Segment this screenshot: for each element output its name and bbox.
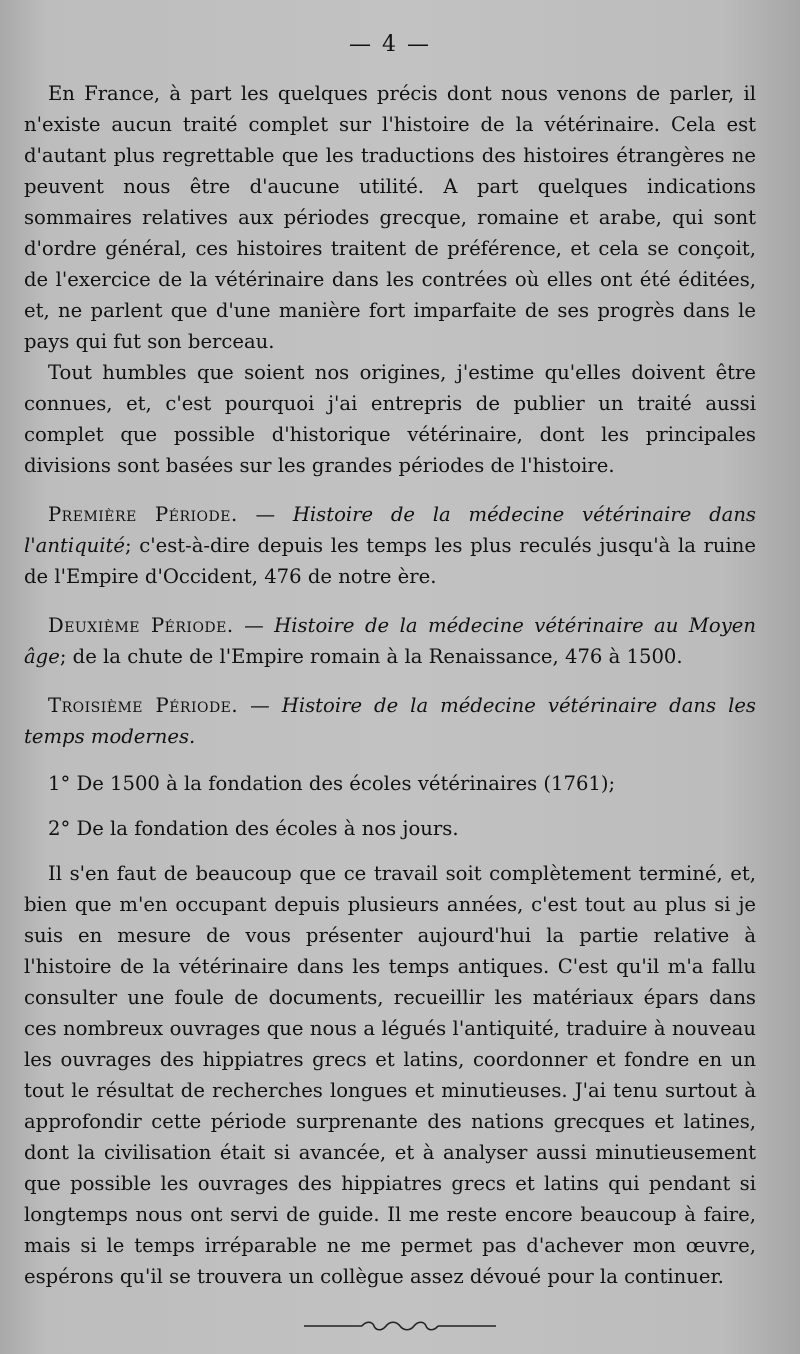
paragraph-conclusion: Il s'en faut de beaucoup que ce travail soit complètement terminé, et, bien que m'en occupant depuis plusieurs années, c'est tout au plus si je suis en mesure de vous présenter aujourd'hui la partie relative à l'histoire de la vétérinaire dans les temps antiques. C'est qu'il m'a fallu consulter une foule de documents, recueillir les matériaux épars dans ces nombreux ouvrages que nous a légués l'antiquité, traduire à nouveau les ouvrages des hippiatres grecs et latins, coordonner et fondre en un tout le résultat de recherches longues et minutieuses. J'ai tenu surtout à approfondir cette période surprenante des nations grecques et latines, dont la civilisation était si avancée, et à analyser aussi minutieusement que possible les ouvrages des hippiatres grecs et latins qui pendant si longtemps nous ont servi de guide. Il me reste encore beaucoup à faire, mais si le temps irréparable ne me permet pas d'achever mon œuvre, espérons qu'il se trouvera un collègue assez dévoué pour la continuer. [24,862,756,1288]
ornament-divider [0,1318,800,1337]
period-second [24,610,756,672]
period-first-rest: ; c'est-à-dire depuis les temps les plus reculés jusqu'à la ruine de l'Empire d'Occident, 476 de notre ère. [24,534,756,588]
period-third-dash: — [238,694,282,717]
period-second-dash: — [233,614,275,637]
period-second-title: Histoire de la médecine vétérinaire au Moyen âge [24,614,756,668]
subperiod-two: 2° De la fondation des écoles à nos jours. [48,817,459,840]
period-first-title: Histoire de la médecine vétérinaire dans l'antiquité [24,503,756,557]
period-first-label: Première Période. [48,503,238,526]
period-first [24,499,756,592]
period-third-label: Troisième Période. [48,694,239,717]
period-second-label: Deuxième Période. [48,614,234,637]
paragraph-intro: En France, à part les quelques précis dont nous venons de parler, il n'existe aucun traité complet sur l'histoire de la vétérinaire. Cela est d'autant plus regrettable que les traductions des histoires étrangères ne peuvent nous être d'aucune utilité. A part quelques indications sommaires relatives aux périodes grecque, romaine et arabe, qui sont d'ordre général, ces histoires traitent de préférence, et cela se conçoit, de l'exercice de la vétérinaire dans les contrées où elles ont été éditées, et, ne parlent que d'une manière fort imparfaite de ses progrès dans le pays qui fut son berceau. [24,82,756,353]
period-second-rest: ; de la chute de l'Empire romain à la Renaissance, 476 à 1500. [59,645,683,668]
period-third [24,690,756,752]
page-number: — 4 — [349,32,431,57]
period-third-title: Histoire de la médecine vétérinaire dans les temps modernes. [24,694,756,748]
subperiod-one: 1° De 1500 à la fondation des écoles vétérinaires (1761); [48,772,616,795]
flourish-icon [300,1319,500,1333]
paragraph-divisions: Tout humbles que soient nos origines, j'estime qu'elles doivent être connues, et, c'est pourquoi j'ai entrepris de publier un traité aussi complet que possible d'historique vétérinaire, dont les principales divisions sont basées sur les grandes périodes de l'histoire. [24,361,756,477]
period-first-dash: — [237,503,293,526]
